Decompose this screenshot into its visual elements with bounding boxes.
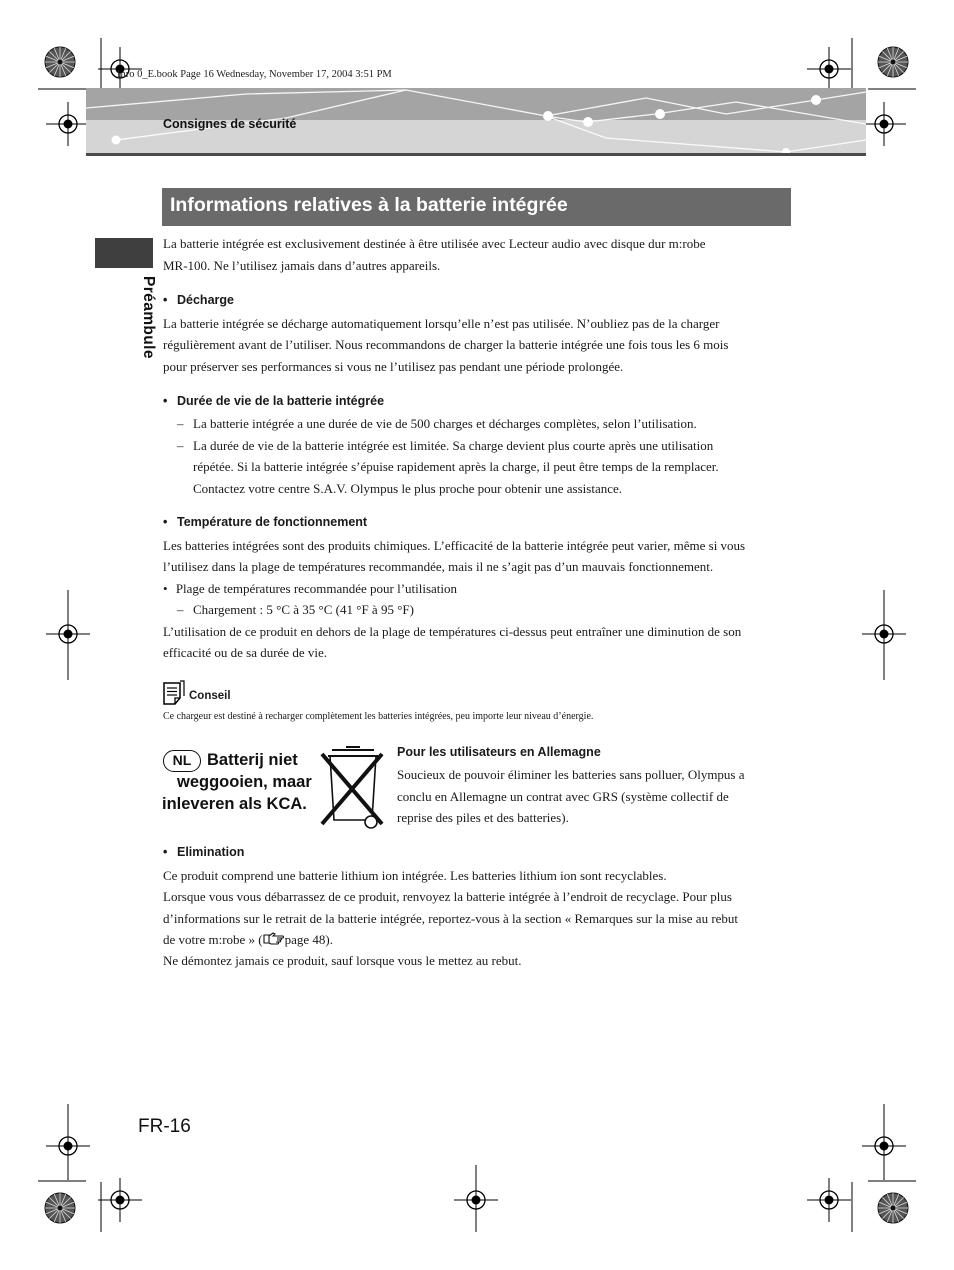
conseil-label: Conseil xyxy=(189,690,231,702)
duree-item-2-line-2: répétée. Si la batterie intégrée s’épuise rapidement après la charge, il peut être temps de la remplacer. xyxy=(193,459,719,474)
temperature-line-1: Les batteries intégrées sont des produits chimiques. L’efficacité de la batterie intégrée peut varier, même si vous xyxy=(163,538,746,553)
heading-elimination: • Elimination xyxy=(163,845,245,859)
page-title-bar xyxy=(162,188,791,226)
note-icon xyxy=(162,680,186,706)
elimination-line-3: d’informations sur le retrait de la batterie intégrée, reportez-vous à la section « Remarques sur la mise au rebut xyxy=(163,911,739,926)
temperature-bullet: • Plage de températures recommandée pour l’utilisation xyxy=(163,581,458,596)
duree-item-1: La batterie intégrée a une durée de vie de 500 charges et décharges complètes, selon l’utilisation. xyxy=(193,416,697,431)
bullet-dot: • xyxy=(163,394,168,408)
heading-duree: • Durée de vie de la batterie intégrée xyxy=(163,394,385,408)
temperature-sub: Chargement : 5 °C à 35 °C (41 °F à 95 °F) xyxy=(193,602,414,617)
decharge-line-3: pour préserver ses performances si vous ne l’utilisez pas pendant une période prolongée. xyxy=(163,359,624,374)
duree-dash-2: – xyxy=(177,438,184,453)
decharge-line-2: régulièrement avant de l’utiliser. Nous recommandons de charger la batterie intégrée une fois tous les 6 mois xyxy=(163,337,729,352)
duree-dash-1: – xyxy=(177,416,184,431)
temperature-line-2: l’utilisez dans la plage de températures recommandée, mais il ne s’agit pas d’un mauvais fonctionnement. xyxy=(163,559,714,574)
nl-badge: NL xyxy=(163,750,201,772)
allemagne-line-3: reprise des piles et des batteries). xyxy=(397,810,569,825)
heading-temperature: • Température de fonctionnement xyxy=(163,515,368,529)
intro-line-1: La batterie intégrée est exclusivement destinée à être utilisée avec Lecteur audio avec disque dur m:robe xyxy=(163,236,706,251)
crossed-bin-icon xyxy=(318,746,388,832)
temperature-after-1: L’utilisation de ce produit en dehors de la plage de températures ci-dessus peut entraîner une diminution de son xyxy=(163,624,742,639)
elimination-line-1: Ce produit comprend une batterie lithium ion intégrée. Les batteries lithium ion sont recyclables. xyxy=(163,868,667,883)
intro-line-2: MR-100. Ne l’utilisez jamais dans d’autres appareils. xyxy=(163,258,441,273)
heading-decharge: • Décharge xyxy=(163,293,234,307)
bullet-dot: • xyxy=(163,845,168,859)
decharge-line-1: La batterie intégrée se décharge automatiquement lorsqu’elle n’est pas utilisée. N’oubliez pas de la charger xyxy=(163,316,720,331)
pointing-hand-icon xyxy=(263,931,285,945)
allemagne-line-2: conclu en Allemagne un contrat avec GRS (système collectif de xyxy=(397,789,729,804)
temperature-after-2: efficacité ou de sa durée de vie. xyxy=(163,645,327,660)
temperature-dash: – xyxy=(177,602,184,617)
bullet-dot: • xyxy=(163,581,168,596)
page-title: Informations relatives à la batterie intégrée xyxy=(170,194,568,216)
duree-item-2-line-1: La durée de vie de la batterie intégrée est limitée. Sa charge devient plus courte après une utilisation xyxy=(193,438,714,453)
section-title: Consignes de sécurité xyxy=(163,117,297,131)
elimination-line-5: Ne démontez jamais ce produit, sauf lorsque vous le mettez au rebut. xyxy=(163,953,522,968)
side-tab-marker xyxy=(95,238,153,268)
duree-item-2-line-3: Contactez votre centre S.A.V. Olympus le plus proche pour obtenir une assistance. xyxy=(193,481,623,496)
print-info-line: Inro 0_E.book Page 16 Wednesday, November 17, 2004 3:51 PM xyxy=(117,69,392,80)
conseil-text: Ce chargeur est destiné à recharger complètement les batteries intégrées, peu importe leur niveau d’énergie. xyxy=(163,711,594,722)
header-rule xyxy=(86,153,866,156)
elimination-line-2: Lorsque vous vous débarrassez de ce produit, renvoyez la batterie intégrée à l’endroit de recyclage. Pour plus xyxy=(163,889,732,904)
heading-allemagne: Pour les utilisateurs en Allemagne xyxy=(397,745,601,759)
kca-line-3: inleveren als KCA. xyxy=(162,795,307,813)
kca-line-1: Batterij niet xyxy=(207,751,298,769)
page-number: FR-16 xyxy=(138,1116,191,1137)
bullet-dot: • xyxy=(163,515,168,529)
bullet-dot: • xyxy=(163,293,168,307)
kca-line-2: weggooien, maar xyxy=(177,773,312,791)
elimination-line-4: de votre m:robe » ( page 48). xyxy=(163,932,334,947)
side-tab-label: Préambule xyxy=(140,276,157,359)
allemagne-line-1: Soucieux de pouvoir éliminer les batteries sans polluer, Olympus a xyxy=(397,767,745,782)
page-reference-link[interactable]: page 48). xyxy=(284,932,334,947)
